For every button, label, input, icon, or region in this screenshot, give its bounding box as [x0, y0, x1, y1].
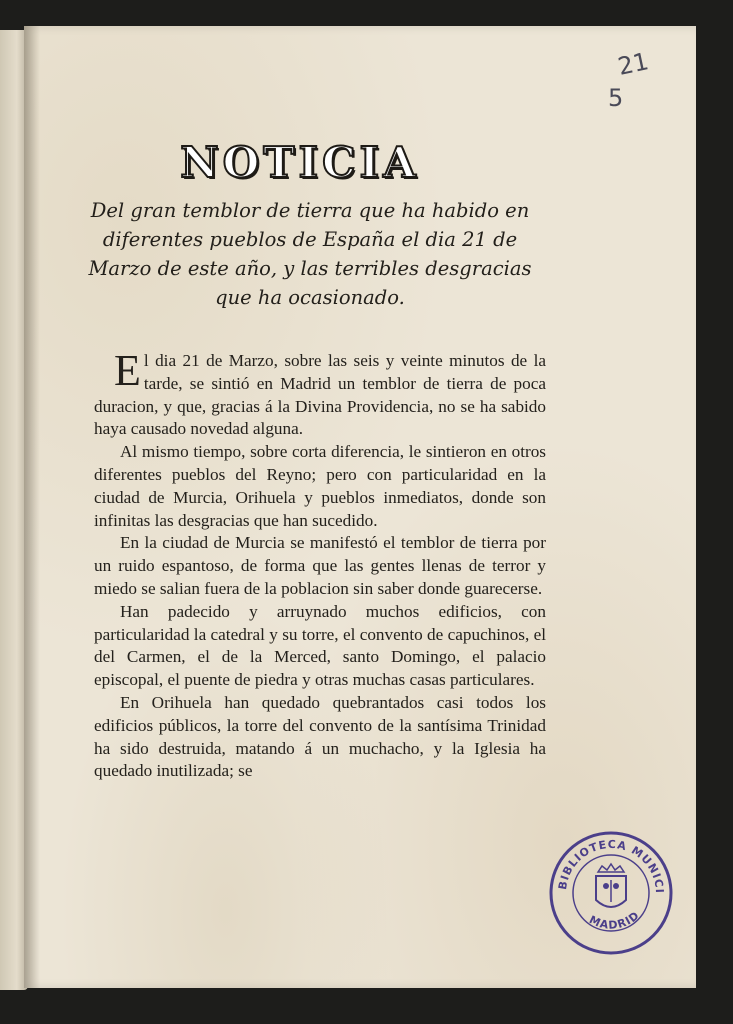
document-subtitle: Del gran temblor de tierra que ha habido en diferentes pueblos de España el dia 21 de Marzo de este año, y las terribles desgracias que ha ocasionado.: [88, 199, 532, 309]
paragraph-5: En Orihuela han quedado quebrantados casi todos los edificios públicos, la torre del convento de la santísima Trinidad ha sido destruida, matando á un muchacho, y la Iglesia ha quedado inutilizada; se: [94, 692, 546, 781]
handwritten-shelfmark: [604, 47, 664, 112]
paragraph-3: En la ciudad de Murcia se manifestó el temblor de tierra por un ruido espantoso, de forma que las gentes llenas de terror y miedo se salian fuera de la poblacion sin saber donde guarecerse.: [94, 533, 546, 598]
document-title: NOTICIA: [180, 138, 420, 187]
shelfmark-line-1: 21: [615, 47, 652, 81]
paragraph-1: [94, 346, 546, 441]
paragraph-4: Han padecido y arruynado muchos edificios, con particularidad la catedral y su torre, el convento de capuchinos, el del Carmen, el de la Merced, santo Domingo, el palacio episcopal, el puente de piedra y otras muchas casas particulares.: [94, 601, 546, 690]
shelfmark-line-2: 5: [608, 84, 624, 112]
library-stamp-graphic: [546, 828, 676, 958]
page-gutter-shadow: [24, 26, 40, 988]
paragraph-2: Al mismo tiempo, sobre corta diferencia, le sintieron en otros diferentes pueblos del Reyno; pero con particularidad en la ciudad de Murcia, Orihuela y pueblos inmediatos, donde son infinitas las desgracias que han sucedido.: [94, 442, 546, 530]
body-text: [94, 346, 546, 783]
drop-cap: E: [114, 346, 141, 395]
svg-text:BIBLIOTECA MUNICIPAL: BIBLIOTECA MUNICI: [555, 837, 667, 895]
paragraph-1-text: l dia 21 de Marzo, sobre las seis y veinte minutos de la tarde, se sintió en Madrid un temblor de tierra de poca duracion, y que, gracias á la Divina Providencia, no se ha sabido haya causado novedad alguna.: [94, 351, 546, 439]
svg-text:MADRID: MADRID: [587, 908, 643, 932]
library-stamp: [546, 828, 676, 958]
